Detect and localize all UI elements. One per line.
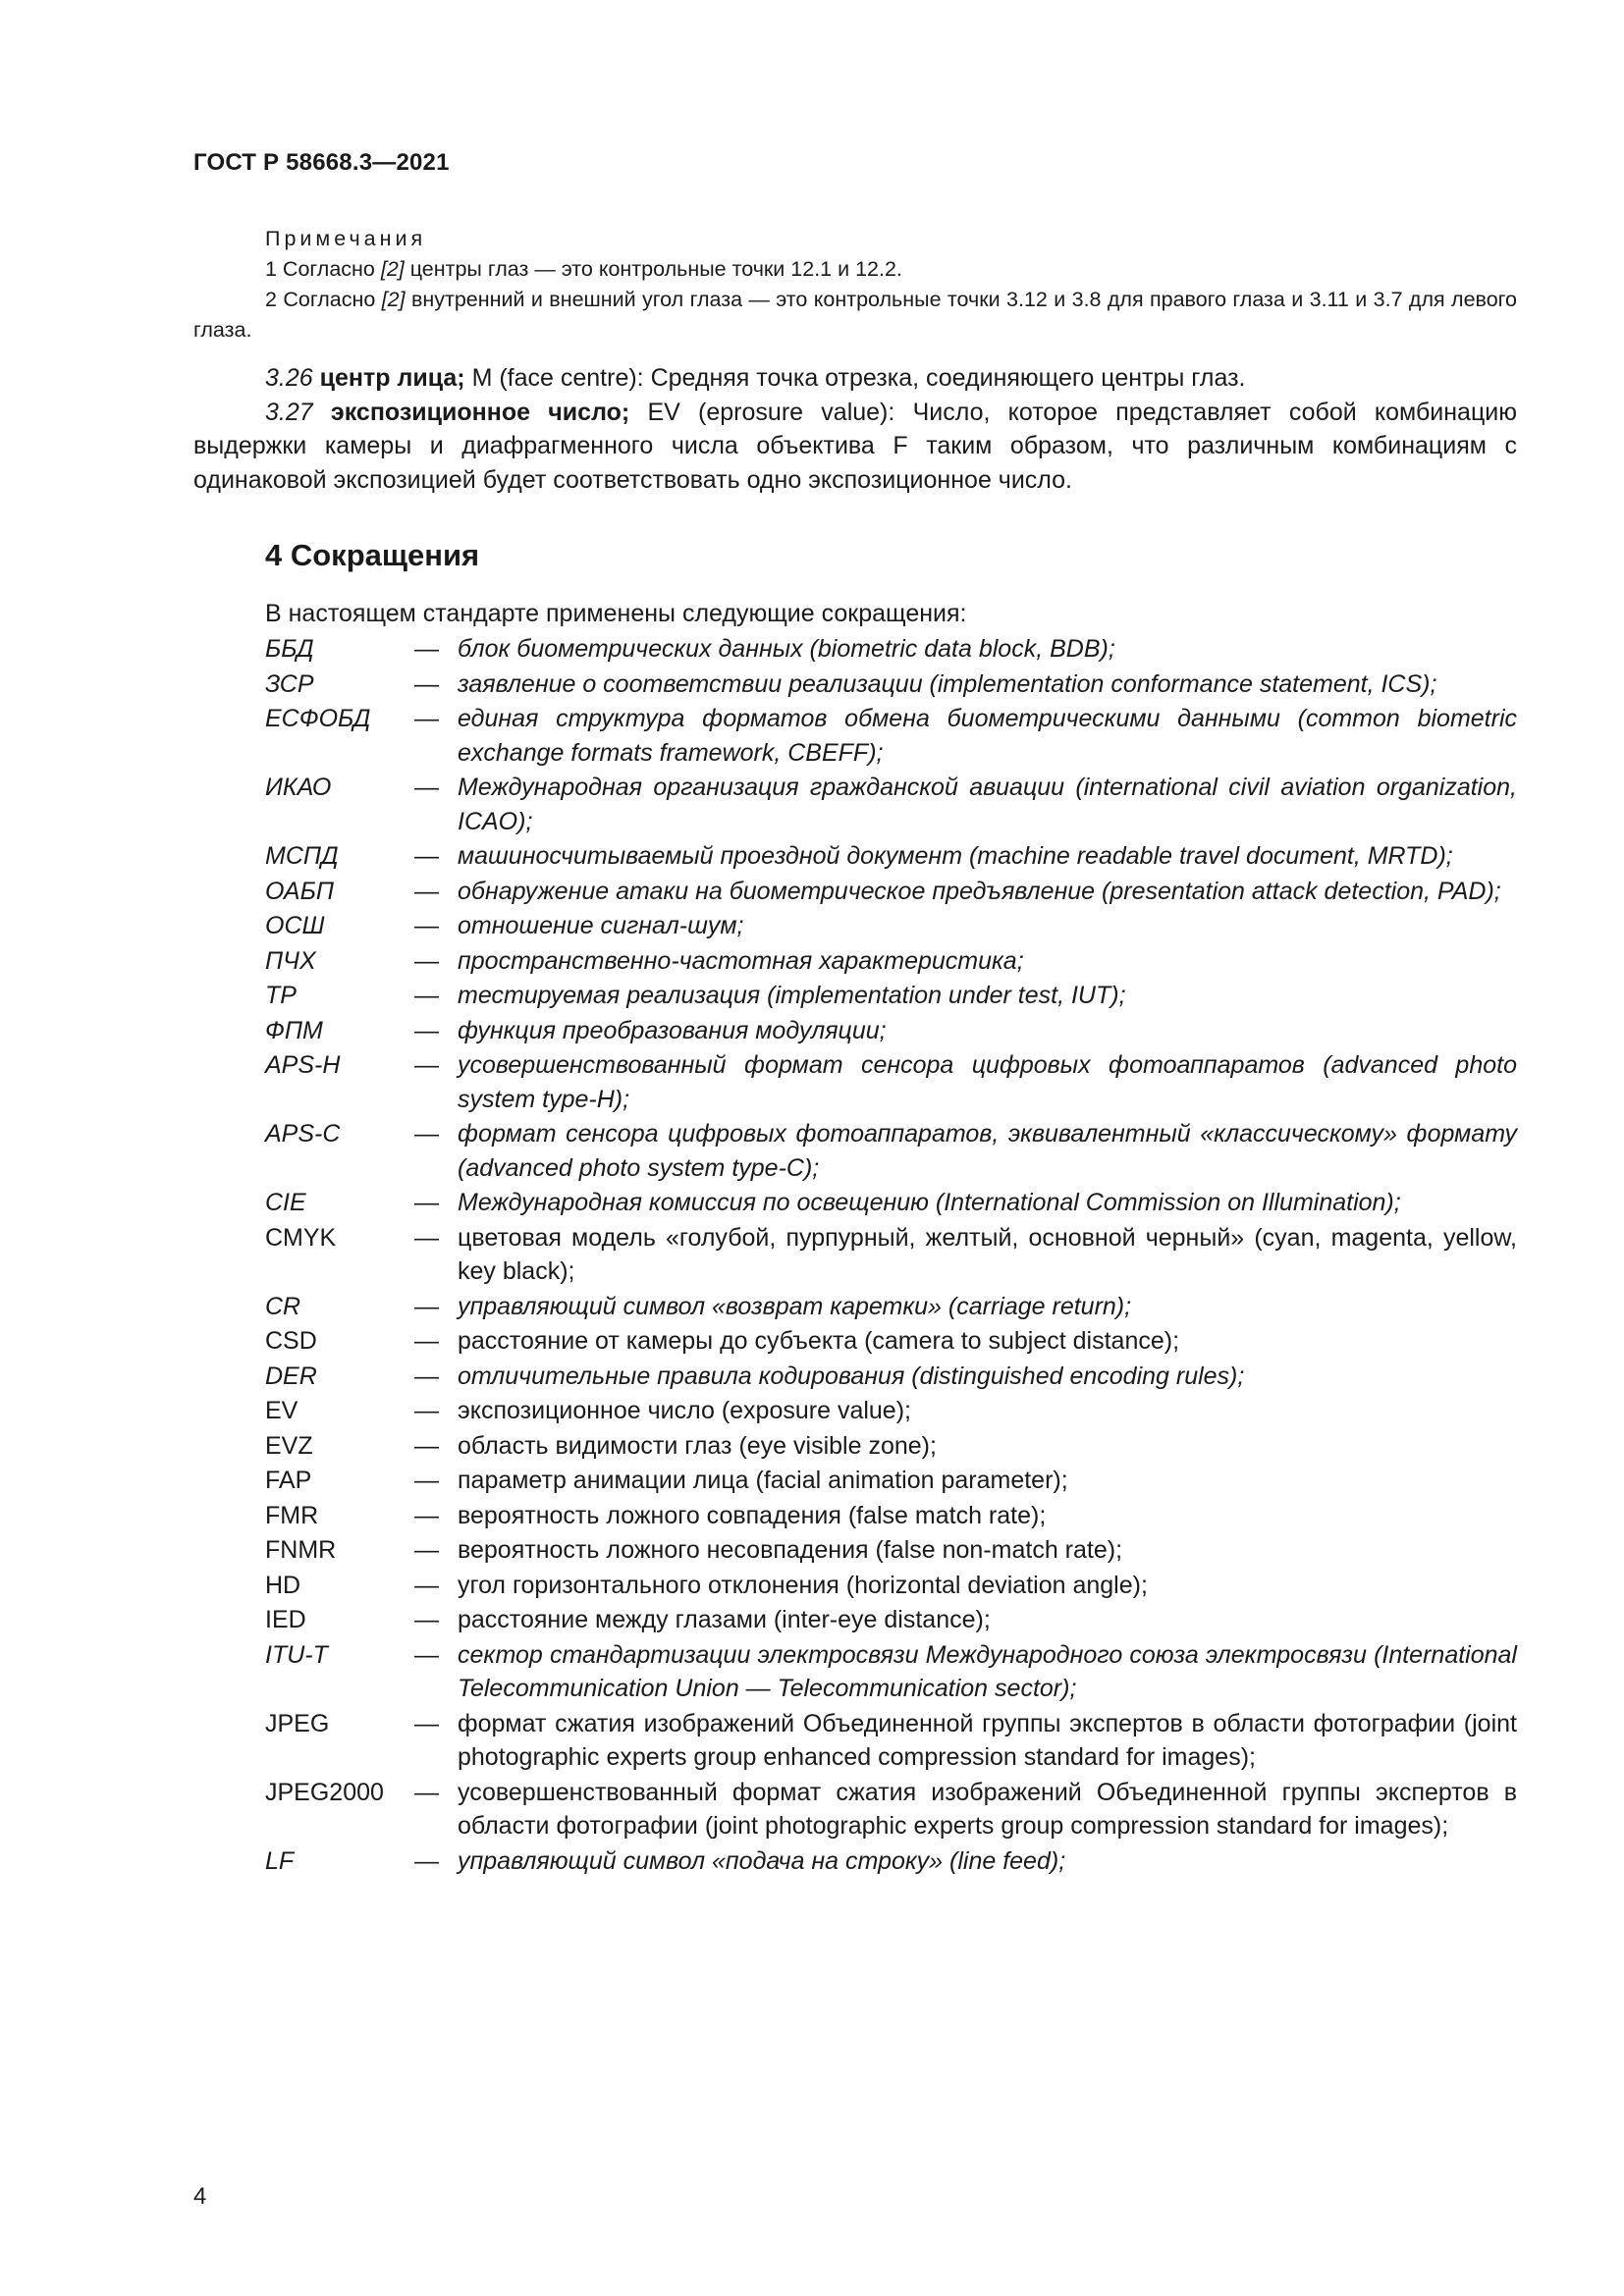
abbreviation-dash: —	[414, 877, 439, 905]
abbreviation-row	[265, 1360, 1517, 1394]
abbreviation-row	[265, 1048, 1517, 1116]
abbreviation-dash: —	[414, 1292, 439, 1320]
abbreviations-list	[265, 632, 1517, 1879]
abbreviation-row	[265, 839, 1517, 874]
abbreviation-term: ТР	[265, 982, 297, 1009]
definition-number: 3.27	[265, 398, 313, 426]
abbreviation-term: ЗСР	[265, 669, 314, 698]
abbreviation-term: CR	[265, 1292, 301, 1320]
abbreviation-term: CIE	[265, 1189, 306, 1216]
abbreviation-dash: —	[414, 669, 439, 698]
abbreviation-row	[265, 875, 1517, 909]
section-title: 4 Сокращения	[265, 538, 480, 572]
abbreviation-description: расстояние между глазами (inter-eye distance);	[458, 1606, 991, 1633]
abbreviation-row	[265, 1464, 1517, 1498]
abbreviation-dash: —	[414, 1431, 439, 1460]
abbreviation-term: EV	[265, 1397, 298, 1424]
abbreviation-term: ББД	[265, 635, 314, 663]
abbreviation-term: CMYK	[265, 1223, 337, 1252]
abbreviation-description: вероятность ложного несовпадения (false non-match rate);	[458, 1536, 1123, 1564]
notes-block	[193, 224, 1517, 346]
abbreviation-dash: —	[414, 1709, 439, 1737]
note-1	[193, 254, 1517, 285]
abbreviation-dash: —	[414, 1571, 439, 1599]
abbreviation-description: обнаружение атаки на биометрическое предъявление (presentation attack detection, PAD);	[458, 877, 1501, 905]
abbreviation-term: CSD	[265, 1327, 317, 1355]
abbreviation-dash: —	[414, 1501, 439, 1529]
abbreviation-row	[265, 1429, 1517, 1464]
abbreviation-term: ИКАО	[265, 774, 332, 801]
abbreviation-row	[265, 1844, 1517, 1879]
abbreviation-term: APS-C	[265, 1120, 341, 1148]
section-intro: В настоящем стандарте применены следующие сокращения:	[265, 600, 967, 627]
abbreviation-description: расстояние от камеры до субъекта (camera to subject distance);	[458, 1327, 1180, 1355]
abbreviation-dash: —	[414, 1846, 439, 1875]
abbreviation-description: машиносчитываемый проездной документ (machine readable travel document, MRTD);	[458, 842, 1453, 870]
abbreviation-row	[265, 1603, 1517, 1637]
abbreviation-term: FNMR	[265, 1536, 337, 1564]
abbreviation-description: область видимости глаз (eye visible zone);	[458, 1431, 937, 1460]
abbreviation-description: Международная организация гражданской авиации (international civil aviation organization, ICAO);	[458, 774, 1517, 835]
abbreviation-term: DER	[265, 1362, 317, 1390]
abbreviation-row	[265, 1324, 1517, 1359]
abbreviation-description: Международная комиссия по освещению (International Commission on Illumination);	[458, 1189, 1401, 1216]
abbreviation-description: формат сжатия изображений Объединенной группы экспертов в области фотографии (joint photographic experts group enhanced compression standard for images);	[458, 1709, 1517, 1771]
abbreviation-term: HD	[265, 1571, 301, 1599]
abbreviation-row	[265, 1014, 1517, 1048]
abbreviation-term: ЕСФОБД	[265, 705, 371, 732]
note-2	[193, 285, 1517, 346]
abbreviation-dash: —	[414, 1640, 439, 1669]
definition-text: EV (eprosure value): Число, которое представляет собой комбинацию выдержки камеры и диафрагменного числа объектива F таким образом, что различным комбинациям с одинаковой экспозицией будет соответствовать одно экспозиционное число.	[193, 398, 1517, 494]
abbreviation-row	[265, 1569, 1517, 1603]
abbreviation-description: заявление о соответствии реализации (implementation conformance statement, ICS);	[458, 669, 1437, 698]
abbreviation-description: вероятность ложного совпадения (false match rate);	[458, 1501, 1047, 1529]
abbreviation-dash: —	[414, 774, 439, 801]
abbreviation-description: тестируемая реализация (implementation under test, IUT);	[458, 982, 1126, 1009]
abbreviation-description: усовершенствованный формат сенсора цифровых фотоаппаратов (advanced photo system type-H);	[458, 1051, 1517, 1113]
abbreviation-row	[265, 1499, 1517, 1533]
abbreviation-row	[265, 1394, 1517, 1428]
abbreviation-term: ITU-T	[265, 1640, 328, 1669]
abbreviation-description: управляющий символ «подача на строку» (line feed);	[458, 1846, 1066, 1875]
definition-term: центр лица;	[319, 364, 465, 392]
abbreviation-row	[265, 632, 1517, 667]
abbreviation-row	[265, 771, 1517, 838]
note-1-start: 1 Согласно	[265, 257, 381, 281]
abbreviation-row	[265, 702, 1517, 770]
abbreviation-description: отношение сигнал-шум;	[458, 912, 744, 939]
abbreviation-dash: —	[414, 1051, 439, 1079]
note-2-reference: [2]	[381, 288, 406, 311]
abbreviation-dash: —	[414, 1016, 439, 1044]
abbreviation-description: пространственно-частотная характеристика;	[458, 946, 1024, 975]
abbreviation-row	[265, 979, 1517, 1013]
abbreviation-term: FMR	[265, 1501, 319, 1529]
page-number: 4	[193, 2183, 207, 2210]
abbreviation-description: формат сенсора цифровых фотоаппаратов, эквивалентный «классическому» формату (advanced photo system type-C);	[458, 1120, 1517, 1182]
abbreviation-term: ОАБП	[265, 877, 334, 905]
abbreviation-dash: —	[414, 1223, 439, 1252]
abbreviation-description: цветовая модель «голубой, пурпурный, желтый, основной черный» (cyan, magenta, yellow, key black);	[458, 1223, 1517, 1285]
abbreviation-dash: —	[414, 842, 439, 870]
note-2-start: 2 Согласно	[265, 288, 382, 311]
abbreviation-dash: —	[414, 1606, 439, 1633]
abbreviation-term: IED	[265, 1606, 306, 1633]
abbreviation-description: управляющий символ «возврат каретки» (carriage return);	[458, 1292, 1132, 1320]
abbreviation-row	[265, 1776, 1517, 1843]
abbreviation-row	[265, 909, 1517, 943]
notes-heading: Примечания	[265, 227, 427, 250]
abbreviation-dash: —	[414, 1362, 439, 1390]
abbreviation-row	[265, 944, 1517, 979]
abbreviation-description: параметр анимации лица (facial animation parameter);	[458, 1467, 1068, 1494]
abbreviation-dash: —	[414, 1778, 439, 1806]
document-header-title: ГОСТ Р 58668.3—2021	[193, 149, 450, 176]
abbreviation-row	[265, 1290, 1517, 1324]
note-1-end: центры глаз — это контрольные точки 12.1 и 12.2.	[404, 257, 902, 281]
definitions-block	[193, 361, 1517, 497]
definition-term: экспозиционное число;	[330, 398, 630, 426]
abbreviation-description: единая структура форматов обмена биометрическими данными (common biometric exchange formats framework, CBEFF);	[458, 705, 1517, 767]
definition-text: M (face centre): Средняя точка отрезка, соединяющего центры глаз.	[464, 364, 1246, 392]
abbreviation-term: МСПД	[265, 842, 339, 870]
abbreviation-dash: —	[414, 1397, 439, 1424]
abbreviation-term: ФПМ	[265, 1016, 323, 1044]
abbreviation-row	[265, 1186, 1517, 1220]
abbreviation-row	[265, 1707, 1517, 1775]
definition-3-26	[193, 361, 1517, 396]
abbreviation-row	[265, 1117, 1517, 1185]
abbreviation-term: JPEG2000	[265, 1778, 384, 1806]
abbreviation-row	[265, 1533, 1517, 1568]
abbreviation-dash: —	[414, 635, 439, 663]
abbreviation-term: EVZ	[265, 1431, 313, 1460]
note-1-reference: [2]	[380, 257, 405, 281]
abbreviation-row	[265, 1638, 1517, 1706]
abbreviation-dash: —	[414, 1189, 439, 1216]
abbreviation-dash: —	[414, 1467, 439, 1494]
abbreviation-description: сектор стандартизации электросвязи Международного союза электросвязи (International Telecommunication Union — Telecommunication sector);	[458, 1640, 1517, 1702]
definition-number: 3.26	[265, 364, 313, 392]
abbreviation-description: функция преобразования модуляции;	[458, 1016, 887, 1044]
abbreviation-description: блок биометрических данных (biometric data block, BDB);	[458, 635, 1115, 663]
abbreviation-dash: —	[414, 705, 439, 732]
abbreviation-description: усовершенствованный формат сжатия изображений Объединенной группы экспертов в области фотографии (joint photographic experts group compression standard for images);	[458, 1778, 1517, 1840]
abbreviation-description: угол горизонтального отклонения (horizontal deviation angle);	[458, 1571, 1148, 1599]
abbreviation-term: ПЧХ	[265, 946, 316, 975]
abbreviation-description: экспозиционное число (exposure value);	[458, 1397, 911, 1424]
abbreviation-term: APS-H	[265, 1051, 341, 1079]
abbreviation-row	[265, 1221, 1517, 1289]
note-2-end: внутренний и внешний угол глаза — это контрольные точки 3.12 и 3.8 для правого глаза и 3.11 и 3.7 для левого глаза.	[193, 288, 1517, 342]
abbreviation-description: отличительные правила кодирования (distinguished encoding rules);	[458, 1362, 1245, 1390]
abbreviation-dash: —	[414, 946, 439, 975]
abbreviation-term: LF	[265, 1846, 295, 1875]
abbreviation-dash: —	[414, 982, 439, 1009]
abbreviation-dash: —	[414, 1120, 439, 1148]
abbreviation-term: ОСШ	[265, 912, 325, 939]
abbreviation-term: FAP	[265, 1467, 312, 1494]
abbreviation-term: JPEG	[265, 1709, 330, 1737]
definition-3-27	[193, 396, 1517, 498]
abbreviation-dash: —	[414, 1536, 439, 1564]
abbreviation-dash: —	[414, 912, 439, 939]
abbreviation-row	[265, 667, 1517, 702]
abbreviation-dash: —	[414, 1327, 439, 1355]
